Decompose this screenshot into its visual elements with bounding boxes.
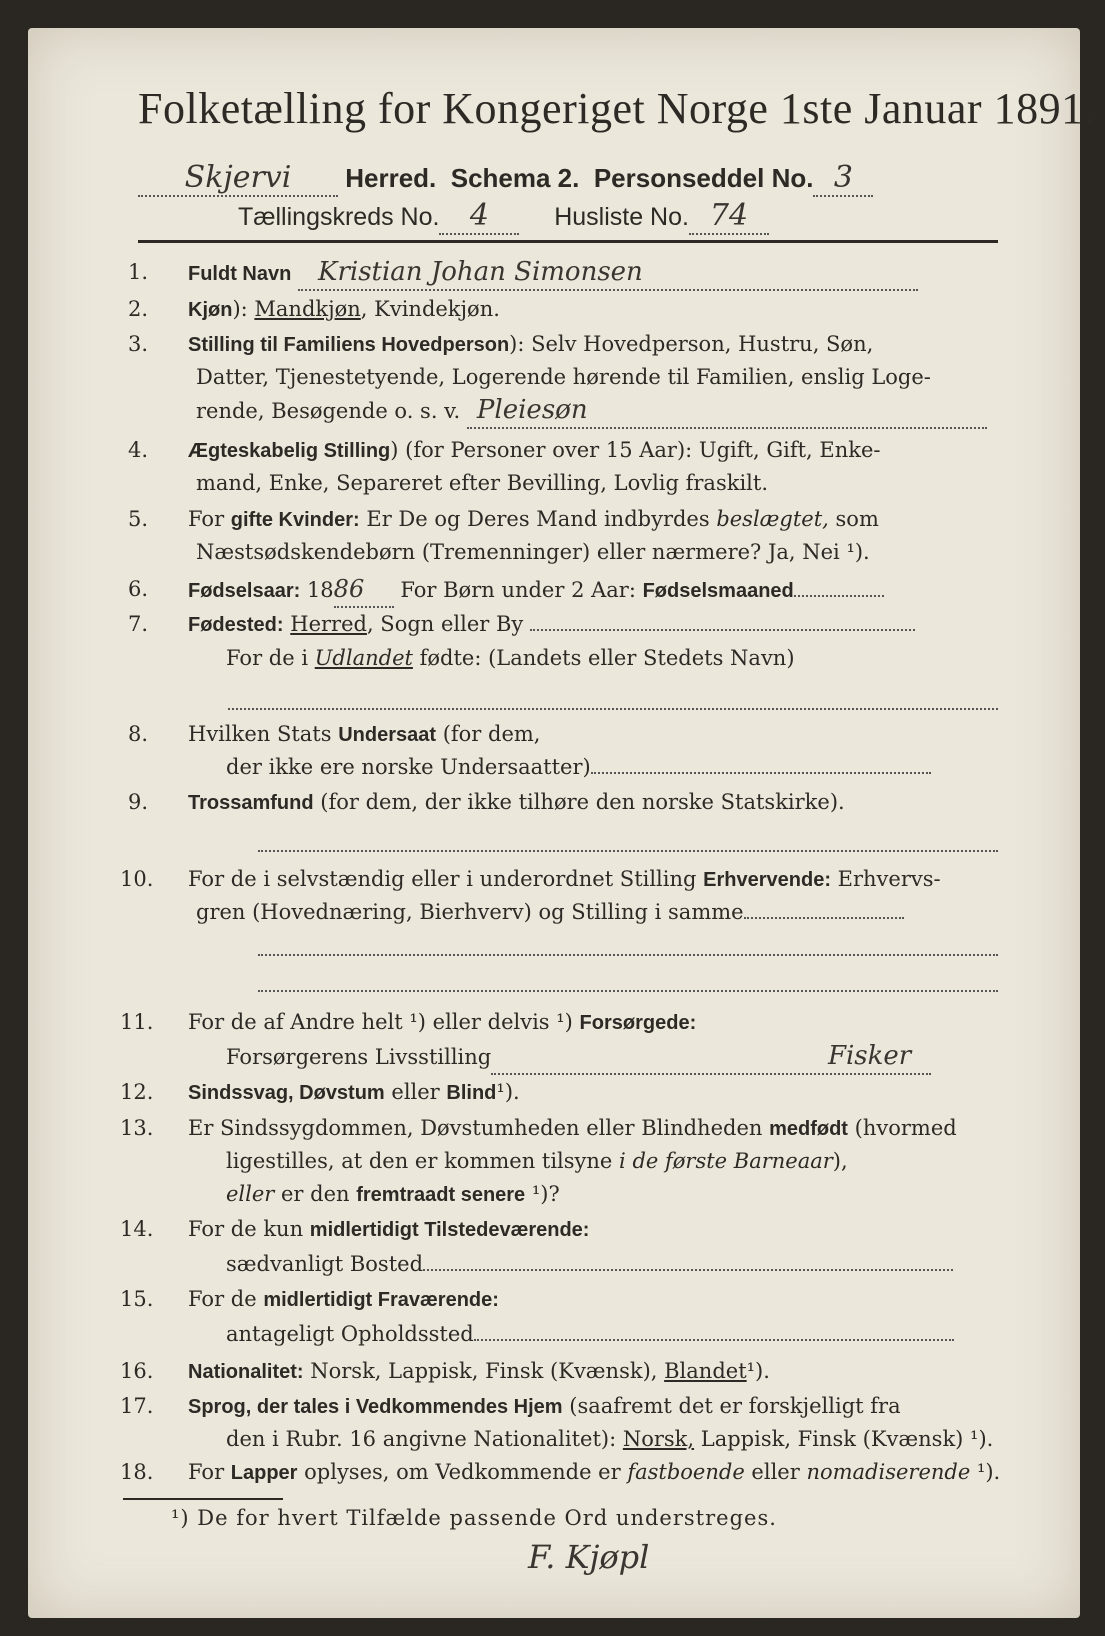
q8-text: Hvilken Stats — [188, 722, 339, 746]
q13-italic: i de første Barneaar — [619, 1149, 833, 1173]
husliste-label: Husliste No. — [554, 203, 689, 231]
q2-label: Kjøn — [188, 299, 233, 321]
q16-option-blandet: Blandet — [664, 1359, 747, 1383]
item-number: 1. — [128, 260, 149, 284]
q3-text-line3: rende, Besøgende o. s. v. — [196, 399, 461, 423]
q14-text-line2: sædvanligt Bosted — [226, 1252, 424, 1276]
q18-text-end: ¹). — [970, 1460, 1001, 1484]
q3-text-line2: Datter, Tjenestetyende, Logerende hørende til Familien, enslig Loge- — [196, 365, 931, 389]
q5-text-2: Er De og Deres Mand indbyrdes — [359, 507, 717, 531]
q13-eller: eller — [226, 1182, 275, 1206]
q13-text: Er Sindssygdommen, Døvstumheden eller Blindheden — [188, 1116, 770, 1140]
item-number: 17. — [120, 1394, 154, 1418]
item-number: 9. — [128, 790, 149, 814]
q16-text-end: ¹). — [746, 1359, 770, 1383]
q14-line — [423, 1269, 953, 1271]
q9-text: (for dem, der ikke tilhøre den norske Statskirke). — [313, 790, 845, 814]
q3-value: Pleiesøn — [467, 394, 987, 429]
q11-label: Forsørgede: — [579, 1012, 697, 1034]
q12-text-2: ¹). — [496, 1080, 520, 1104]
q11-text-line2: Forsørgerens Livsstilling — [226, 1045, 492, 1069]
q4-text: ) (for Personer over 15 Aar): Ugift, Gift, Enke- — [390, 438, 881, 462]
q7-option-herred: Herred — [290, 612, 367, 636]
form-title: Folketælling for Kongeriget Norge 1ste Januar 1891. — [138, 84, 1096, 133]
q8-label: Undersaat — [338, 724, 437, 746]
q6-label: Fødselsaar: — [188, 580, 301, 602]
q14-label: midlertidigt Tilstedeværende: — [309, 1219, 590, 1241]
q7-text-2: For de i — [226, 646, 315, 670]
kreds-value: 4 — [439, 198, 519, 235]
q13-label: medfødt — [769, 1118, 848, 1140]
item-number: 13. — [120, 1116, 154, 1140]
q7-text-3: fødte: (Landets eller Stedets Navn) — [412, 646, 795, 670]
herred-value: Skjervi — [138, 160, 338, 197]
q1-label: Fuldt Navn — [188, 263, 292, 285]
signature-text: F. Kjøpl — [528, 1538, 650, 1576]
personseddel-label: Personseddel No. — [593, 163, 814, 193]
header-line-2 — [238, 198, 769, 235]
schema-label: Schema 2. — [450, 163, 580, 193]
kreds-label: Tællingskreds No. — [238, 203, 440, 231]
q13-text-2: (hvormed — [847, 1116, 957, 1140]
q6-value: 86 — [334, 573, 394, 608]
q18-text-3: eller — [744, 1460, 807, 1484]
item-number: 2. — [128, 297, 149, 321]
header-rule — [138, 240, 998, 243]
q17-text-line2: den i Rubr. 16 angivne Nationalitet): — [226, 1427, 623, 1451]
q10-blank-line-1 — [258, 954, 998, 956]
q7-line — [530, 629, 915, 631]
item-number: 3. — [128, 332, 149, 356]
q4-label: Ægteskabelig Stilling — [188, 440, 391, 462]
q13-text-line2: ligestilles, at den er kommen tilsyne — [226, 1149, 620, 1173]
q9-label: Trossamfund — [188, 792, 314, 814]
q18-nomadiserende: nomadiserende — [806, 1460, 971, 1484]
q6-maaned-line — [794, 595, 884, 597]
q12-label: Sindssvag, Døvstum — [188, 1082, 385, 1104]
q17-option-norsk: Norsk, — [622, 1427, 695, 1451]
item-number: 16. — [120, 1359, 154, 1383]
q14-text: For de kun — [188, 1217, 310, 1241]
q13-text-line3-end: ¹)? — [525, 1182, 560, 1206]
q3-label: Stilling til Familiens Hovedperson — [188, 334, 510, 356]
q2-text: ): — [232, 297, 255, 321]
q16-label: Nationalitet: — [188, 1361, 304, 1383]
q7-blank-line — [228, 708, 998, 710]
q5-text-line2: Næstsødskendebørn (Tremenninger) eller nærmere? Ja, Nei ¹). — [196, 540, 870, 564]
q9-blank-line — [258, 850, 998, 852]
q10-label: Erhvervende: — [703, 869, 831, 891]
q6-prefix: 18 — [300, 578, 334, 602]
q15-text: For de — [188, 1287, 264, 1311]
q18-text-2: oplyses, om Vedkommende er — [297, 1460, 628, 1484]
q7-udlandet: Udlandet — [314, 646, 413, 670]
q8-line — [591, 772, 931, 774]
footnote: ¹) De for hvert Tilfælde passende Ord understreges. — [171, 1506, 777, 1530]
header-line-1 — [138, 160, 873, 197]
q18-label: Lapper — [230, 1462, 298, 1484]
q17-label: Sprog, der tales i Vedkommendes Hjem — [188, 1396, 563, 1418]
q6-text: For Børn under 2 Aar: — [393, 578, 643, 602]
q8-text-line2: der ikke ere norske Undersaatter) — [226, 755, 591, 779]
footnote-rule — [123, 1498, 283, 1500]
q6-label-2: Fødselsmaaned — [642, 580, 794, 602]
item-number: 5. — [128, 507, 149, 531]
q2-option-mandkjon: Mandkjøn — [254, 297, 361, 321]
q17-text: (saafremt det er forskjelligt fra — [562, 1394, 901, 1418]
q11-value: Fisker — [491, 1040, 931, 1075]
q12-text: eller — [384, 1080, 447, 1104]
q1-value: Kristian Johan Simonsen — [298, 256, 918, 291]
q18-fastboende: fastboende — [627, 1460, 745, 1484]
q5-text-3: som — [828, 507, 879, 531]
herred-label: Herred. — [345, 163, 437, 193]
q5-text: For — [188, 507, 231, 531]
item-number: 10. — [120, 867, 154, 891]
item-number: 6. — [128, 577, 149, 601]
q13-text-line3: er den — [274, 1182, 357, 1206]
q5-italic: beslægtet, — [716, 507, 829, 531]
q11-text: For de af Andre helt ¹) eller delvis ¹) — [188, 1010, 580, 1034]
item-number: 7. — [128, 612, 149, 636]
q16-text: Norsk, Lappisk, Finsk (Kvænsk), — [303, 1359, 665, 1383]
item-number: 12. — [120, 1080, 154, 1104]
husliste-value: 74 — [689, 198, 769, 235]
q13-label-2: fremtraadt senere — [356, 1184, 526, 1206]
q15-text-line2: antageligt Opholdssted — [226, 1322, 474, 1346]
signature — [528, 1538, 649, 1576]
q8-text-2: (for dem, — [436, 722, 541, 746]
item-number: 4. — [128, 438, 149, 462]
census-form-page — [28, 28, 1096, 1618]
q13-text-line2-end: ), — [832, 1149, 848, 1173]
q15-line — [474, 1339, 954, 1341]
q10-blank-line-2 — [258, 990, 998, 992]
q4-text-line2: mand, Enke, Separeret efter Bevilling, Lovlig fraskilt. — [196, 471, 769, 495]
q10-text: For de i selvstændig eller i underordnet Stilling — [188, 867, 704, 891]
q7-label: Fødested: — [188, 614, 284, 636]
personseddel-value: 3 — [813, 160, 873, 197]
q15-label: midlertidigt Fraværende: — [263, 1289, 499, 1311]
q5-label: gifte Kvinder: — [230, 509, 360, 531]
q10-line — [744, 917, 904, 919]
item-number: 14. — [120, 1217, 154, 1241]
q10-text-line2: gren (Hovednæring, Bierhverv) og Stilling i samme — [196, 900, 744, 924]
q7-text: , Sogn eller By — [366, 612, 524, 636]
q3-text: ): Selv Hovedperson, Hustru, Søn, — [509, 332, 874, 356]
item-number: 18. — [120, 1460, 154, 1484]
q2-option-kvindekjon: , Kvindekjøn. — [360, 297, 500, 321]
item-number: 11. — [120, 1010, 154, 1034]
q12-label-2: Blind — [446, 1082, 497, 1104]
item-number: 8. — [128, 722, 149, 746]
q17-text-line2-end: Lappisk, Finsk (Kvænsk) ¹). — [694, 1427, 994, 1451]
q10-text-2: Erhvervs- — [830, 867, 941, 891]
q18-text: For — [188, 1460, 231, 1484]
item-number: 15. — [120, 1287, 154, 1311]
